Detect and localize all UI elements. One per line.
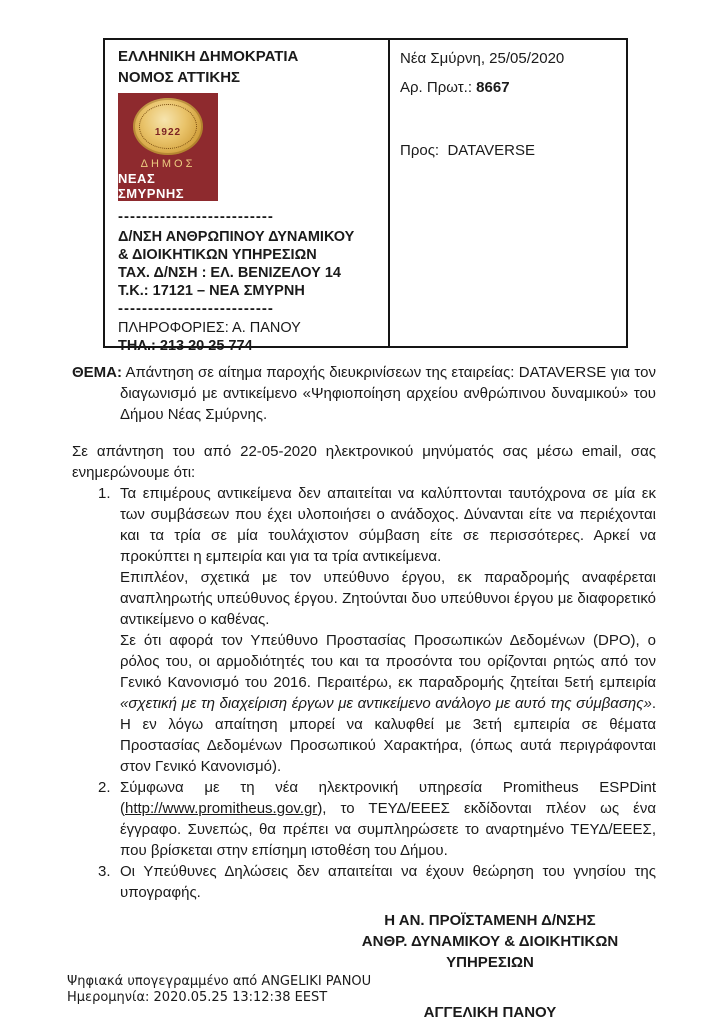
logo-caption-neas-smyrnis: ΝΕΑΣ ΣΜΥΡΝΗΣ [118,171,185,201]
item1-para3-after: . Η εν λόγω απαίτηση μπορεί να καλυφθεί με 3ετή εμπειρία σε θέματα Προστασίας Δεδομένων Προσωπικού Χαρακτήρα, (όπως αυτά περιγράφονται στον Γενικό Κανονισμό). [120,695,656,775]
item1-paragraph-2: Επιπλέον, σχετικά με τον υπεύθυνο έργου, εκ παραδρομής αναφέρεται αναπληρωτής υπεύθυνος έργου. Ζητούνται δυο υπεύθυνοι έργου με διαφορετικό αντικείμενο ο καθένας. [120,569,656,628]
digital-signature-line-2: Ημερομηνία: 2020.05.25 13:12:38 EEST [67,990,328,1005]
subject-paragraph [72,362,656,425]
municipality-logo [118,93,218,201]
digital-signature-stamp [67,974,371,1006]
item1-paragraph-1: Τα επιμέρους αντικείμενα δεν απαιτείται να καλύπτονται ταυτόχρονα σε μία εκ των συμβάσεων που έχει υλοποιήσει ο ανάδοχος. Δύνανται είτε να περιέχονται και τα τρία σε μία τουλάχιστον σύμβαση είτε σε περισσότερες. Αρκεί να προκύπτει η εμπειρία και για τα τρία αντικείμενα. [120,485,656,565]
prefecture-title: ΝΟΜΟΣ ΑΤΤΙΚΗΣ [118,69,241,86]
postal-address: ΤΑΧ. Δ/ΝΣΗ : ΕΛ. ΒΕΝΙΖΕΛΟΥ 14 [118,265,341,281]
digital-signature-line-1: Ψηφιακά υπογεγραμμένο από ANGELIKI PANOU [67,974,372,989]
closing-line-1: Η ΑΝ. ΠΡΟΪΣΤΑΜΕΝΗ Δ/ΝΣΗΣ [384,912,596,929]
item2-before-link: Σύμφωνα με τη νέα ηλεκτρονική υπηρεσία Promitheus ESPDint ( [120,779,656,817]
item2-paragraph [120,777,656,861]
list-item-3-number: 3. [98,863,111,880]
letterhead-right-cell [390,40,626,346]
subject-label: ΘΕΜΑ: [72,364,122,381]
letterhead-table [103,38,628,354]
contact-phone: ΤΗΛ.: 213 20 25 774 [118,338,253,354]
logo-caption-dimos: ΔΗΜΟΣ [140,158,196,170]
item1-para3-quote: «σχετική με τη διαχείριση έργων με αντικείμενο ανάλογο με αυτό της σύμβασης» [120,695,652,712]
subject-text: Απάντηση σε αίτημα παροχής διευκρινίσεων της εταιρείας: DATAVERSE για τον διαγωνισμό με αντικείμενο «Ψηφιοποίηση αρχείου ανθρώπινου δυναμικού» του Δήμου Νέας Σμύρνης. [120,364,656,423]
protocol-number-line [400,77,618,98]
divider-dashes: -------------------------- [118,302,274,316]
promitheus-link[interactable]: http://www.promitheus.gov.gr [125,800,318,817]
letter-body [72,362,656,1023]
list-item-1 [72,483,656,777]
item2-after-link: ), το ΤΕΥΔ/ΕΕΕΣ εκδίδονται πλέον ως ένα έγγραφο. Συνεπώς, θα πρέπει να συμπληρώσετε το αναρτημένο ΤΕΥΔ/ΕΕΕΣ, που βρίσκεται στην επίσημη ιστοθέση του Δήμου. [120,800,656,859]
list-item-2 [72,777,656,861]
to-value: DATAVERSE [447,142,535,159]
protocol-label: Αρ. Πρωτ.: [400,79,472,96]
postal-code: Τ.Κ.: 17121 – ΝΕΑ ΣΜΥΡΝΗ [118,283,305,299]
closing-title-block [340,910,640,973]
letterhead-left-cell [105,40,390,354]
closing-line-3: ΥΠΗΡΕΣΙΩΝ [446,954,534,971]
closing-line-2: ΑΝΘΡ. ΔΥΝΑΜΙΚΟΥ & ΔΙΟΙΚΗΤΙΚΩΝ [361,933,619,950]
item1-paragraph-3 [120,630,656,777]
coin-year: 1922 [154,127,182,138]
to-label: Προς: [400,142,440,159]
clarifications-list [72,483,656,903]
list-item-3 [72,861,656,903]
item3-paragraph: Οι Υπεύθυνες Δηλώσεις δεν απαιτείται να έχουν θεώρηση του γνησίου της υπογραφής. [120,863,656,901]
department-line1: Δ/ΝΣΗ ΑΝΘΡΩΠΙΝΟΥ ΔΥΝΑΜΙΚΟΥ [118,229,355,245]
place-and-date: Νέα Σμύρνη, 25/05/2020 [400,50,565,67]
divider-dashes: -------------------------- [118,210,274,224]
department-line2: & ΔΙΟΙΚΗΤΙΚΩΝ ΥΠΗΡΕΣΙΩΝ [118,247,317,263]
republic-title: ΕΛΛΗΝΙΚΗ ΔΗΜΟΚΡΑΤΙΑ [118,48,299,65]
coin-emblem-icon [133,98,203,155]
list-item-1-number: 1. [98,485,111,502]
intro-paragraph: Σε απάντηση του από 22-05-2020 ηλεκτρονικού μηνύματός σας μέσω email, σας ενημερώνουμε ότι: [72,443,656,481]
list-item-2-number: 2. [98,779,111,796]
item1-para3-before: Σε ότι αφορά τον Υπεύθυνο Προστασίας Προσωπικών Δεδομένων (DPO), ο ρόλος του, οι αρμοδιότητές του και τα προσόντα του ορίζονται ρητώς από τον Γενικό Κανονισμό του 2016. Περαιτέρω, εκ παραδρομής ζητείται 5ετή εμπειρία [120,632,656,691]
signatory-name: ΑΓΓΕΛΙΚΗ ΠΑΝΟΥ [423,1004,557,1021]
recipient-line [400,140,618,161]
contact-person: ΠΛΗΡΟΦΟΡΙΕΣ: Α. ΠΑΝΟΥ [118,320,301,336]
protocol-number: 8667 [476,79,510,96]
